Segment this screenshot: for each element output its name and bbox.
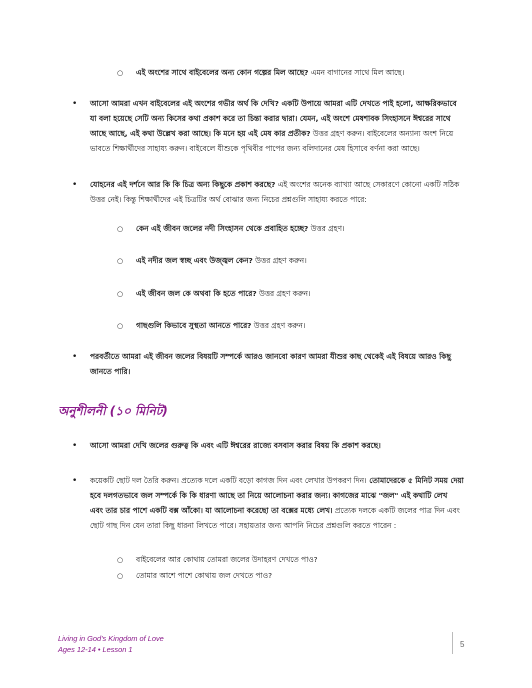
sub-question-line (136, 289, 311, 299)
sub-question-text: কেন এই জীবন জলের নদী সিংহাসন থেকে প্রবাহিত হচ্ছে? (136, 224, 309, 233)
sub-bullet-icon: ○ (117, 322, 124, 330)
paragraph-line (90, 180, 459, 190)
paragraph-line (90, 129, 453, 139)
footer-title: Living in God's Kingdom of Love (58, 634, 164, 643)
bullet-icon: • (72, 441, 78, 451)
sub-question-line: বাইবেলের আর কোথায় তোমরা জলের উদাহরণ দেখতে পাও? (136, 555, 318, 564)
sub-question-text: এই নদীর জল স্বচ্ছ এবং উজ্জ্বল কেন? (136, 256, 253, 265)
paragraph-line (90, 476, 464, 486)
bullet-icon: • (72, 352, 78, 362)
paragraph-line: যা বলা হয়েছে সেটি অন্য কিসের কথা প্রকাশ করে তা চিন্তা করার দ্বারা। যেমন, এই অংশে মেষশাবক সিংহাসনে ঈশ্বরের সাথে (90, 114, 451, 123)
paragraph-line: উত্তর নেই। কিন্তু শিক্ষার্থীদের এই চিত্রটির অর্থ বোঝার জন্য নিচের প্রশ্নগুলি সাহায্য করতে পারে: (90, 195, 367, 204)
sub-question-note: উত্তর গ্রহণ। (308, 224, 345, 233)
sub-question-line (136, 68, 404, 78)
paragraph-note: প্রত্যেক দলকে একটি জলের পাত্র দিন এবং (332, 506, 460, 515)
bullet-icon: • (72, 99, 78, 109)
bullet-icon: • (72, 180, 78, 190)
sub-question-line (136, 256, 307, 266)
paragraph-line: আসো আমরা দেখি জলের গুরুত্ব কি এবং এটি ঈশ্বরের রাজ্যে বসবাস করার বিষয় কি প্রকাশ করছে। (90, 441, 381, 450)
paragraph-note: এই অংশের অনেক ব্যাখ্যা আছে সেকারণে কোনো একটি সঠিক (275, 180, 460, 189)
paragraph-line (90, 506, 460, 516)
sub-question-line: তোমার আশে পাশে কোথায় জল দেখতে পাও? (136, 571, 273, 580)
paragraph-line: জানতে পারি। (90, 367, 131, 376)
paragraph-line: ছোট গাছ দিন যেন তারা কিছু ধারনা লিখতে পারে। সহায়তার জন্য আপনি নিচের প্রশ্নগুলি করতে পারেন : (90, 521, 397, 530)
footer-subtitle: Ages 12-14 • Lesson 1 (58, 645, 133, 654)
sub-question-line (136, 224, 345, 234)
sub-question-note: উত্তর গ্রহণ করুন। (251, 321, 306, 330)
sub-bullet-icon: ○ (117, 69, 124, 77)
paragraph-note: উত্তর গ্রহণ করুন। বাইবেলের অন্যান্য অংশ নিয়ে (310, 129, 454, 138)
sub-question-note: এমন বাগানের সাথে মিল আছে। (308, 68, 405, 77)
sub-question-note: উত্তর গ্রহণ করুন। (256, 289, 311, 298)
paragraph-line: ভাবতে শিক্ষার্থীদের সাহায্য করুন। বাইবেলে যীশুকে পৃথিবীর পাপের জন্য বলিদানের মেষ হিসাবে বর্ণনা করা আছে। (90, 144, 420, 153)
sub-bullet-icon: ○ (117, 556, 124, 564)
sub-question-note: উত্তর গ্রহণ করুন। (252, 256, 307, 265)
sub-bullet-icon: ○ (117, 257, 124, 265)
sub-bullet-icon: ○ (117, 225, 124, 233)
paragraph-line: হবে দলগতভাবে জল সম্পর্কে কি কি ধারণা আছে তা নিয়ে আলোচনা করার জন্য। কাগজের মাঝে "জল" এই কথাটি লেখ (90, 491, 448, 500)
sub-question-line (136, 321, 305, 331)
bullet-icon: • (72, 476, 78, 486)
section-heading: অনুশীলনী (১০ মিনিট) (58, 404, 168, 418)
paragraph-line: আসো আমরা এখন বাইবেলের এই অংশের গভীর অর্থ কি দেখি? একটি উপায়ে আমরা এটি দেখতে পাই হলো, আক্ষরিকভাবে (90, 99, 457, 108)
footer-divider (452, 632, 453, 654)
paragraph-emphasis: তোমাদেরকে ৫ মিনিট সময় দেয়া (366, 476, 464, 485)
paragraph-text: কয়েকটি ছোট দল তৈরি করুন। প্রত্যেক দলে একটি বড়ো কাগজ দিন এবং লেখার উপকরণ দিন। (90, 476, 367, 485)
sub-question-text: এই অংশের সাথে বাইবেলের অন্য কোন গল্পের মিল আছে? (136, 68, 309, 77)
page-number: 5 (460, 640, 465, 649)
sub-bullet-icon: ○ (117, 572, 124, 580)
paragraph-text: আছে আছে, এই কথা উল্লেখ করা আছে। কি মনে হয় এই মেষ কার প্রতীক? (90, 129, 311, 138)
paragraph-text: এবং তার চার পাশে একটি বক্স আঁকো। যা আলোচনা করেছো তা বক্সের মধ্যে লেখ। (90, 506, 333, 515)
paragraph-text: যোহনের এই দর্শনে আর কি কি চিত্র অন্য কিছুকে প্রকাশ করছে? (90, 180, 276, 189)
paragraph-line: পরবর্তীতে আমরা এই জীবন জলের বিষয়টি সম্পর্কে আরও জানবো কারণ আমরা যীশুর কাছ থেকেই এই বিষয়ে আরও কিছু (90, 352, 451, 361)
sub-question-text: গাছগুলি কিভাবে সুস্থতা আনতে পারে? (136, 321, 252, 330)
sub-question-text: এই জীবন জল কে অথবা কি হতে পারে? (136, 289, 257, 298)
sub-bullet-icon: ○ (117, 290, 124, 298)
